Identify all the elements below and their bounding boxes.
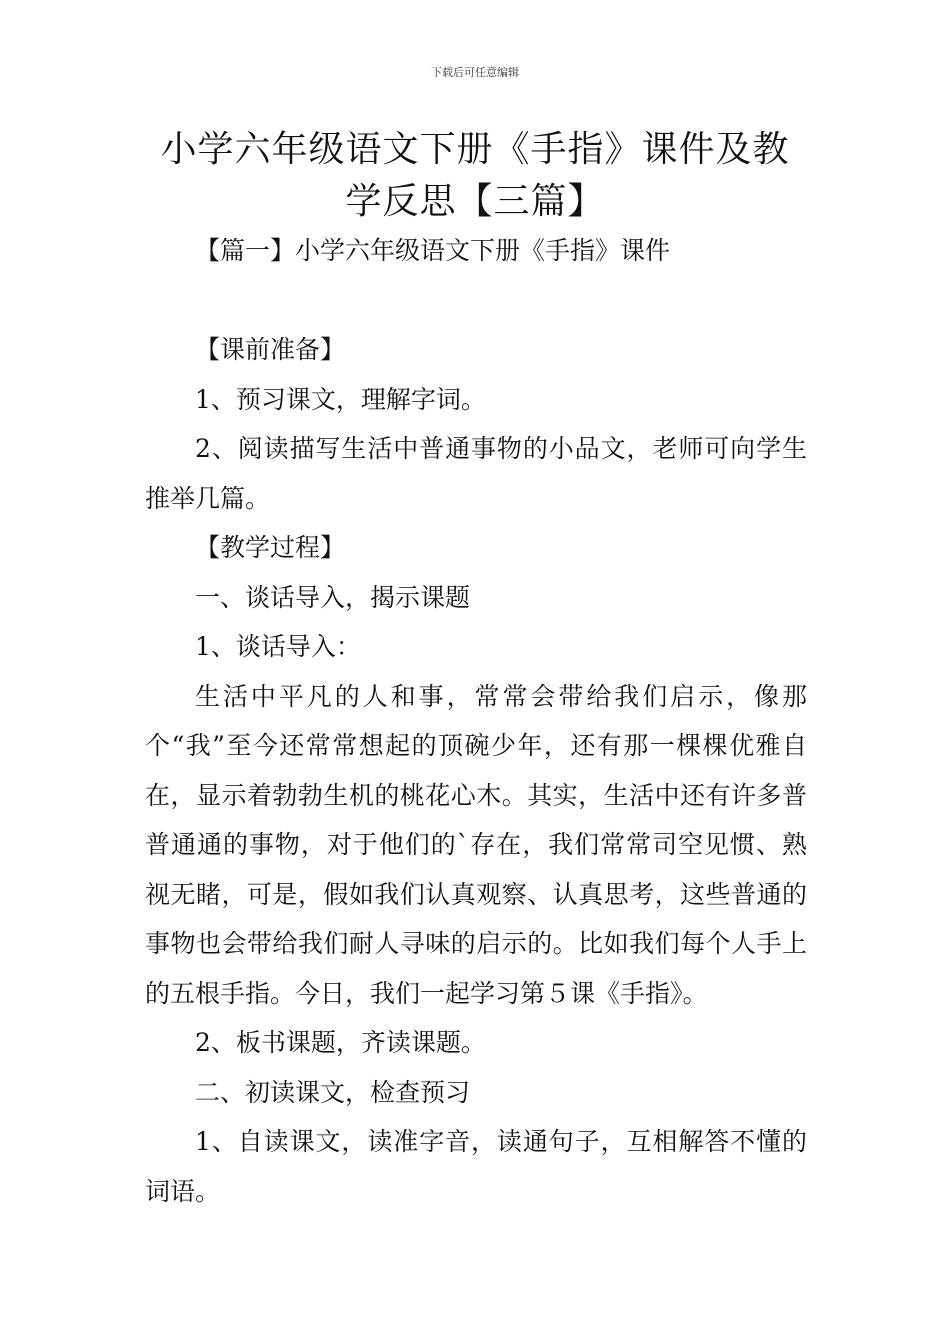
paragraph-process-heading: 【教学过程】 bbox=[195, 533, 346, 562]
document-body bbox=[145, 226, 807, 1216]
paragraph-prep-heading: 【课前准备】 bbox=[195, 335, 346, 364]
paragraph: 1、谈话导入： bbox=[195, 632, 361, 661]
paragraph: 1、自读课文，读准字音，读通句子，互相解答不懂的词语。 bbox=[145, 1127, 807, 1206]
document-title: 小学六年级语文下册《手指》课件及教学反思【三篇】 bbox=[160, 129, 790, 222]
paragraph: 二、初读课文，检查预习 bbox=[195, 1077, 471, 1107]
blank-line bbox=[145, 276, 807, 326]
paragraph: 2、板书课题，齐读课题。 bbox=[195, 1028, 486, 1057]
paragraph: 一、谈话导入，揭示课题 bbox=[195, 582, 471, 612]
header-note: 下载后可任意编辑 bbox=[431, 66, 519, 79]
section-heading: 【篇一】小学六年级语文下册《手指》课件 bbox=[195, 236, 671, 265]
paragraph: 2、阅读描写生活中普通事物的小品文，老师可向学生推举几篇。 bbox=[145, 434, 807, 513]
paragraph: 生活中平凡的人和事，常常会带给我们启示，像那个“我”至今还常常想起的顶碗少年，还有那一棵棵优雅自在，显示着勃勃生机的桃花心木。其实，生活中还有许多普普通通的事物，对于他们的`存在，我们常常司空见惯、熟视无睹，可是，假如我们认真观察、认真思考，这些普通的事物也会带给我们耐人寻味的启示的。比如我们每个人手上的五根手指。今日，我们一起学习第５课《手指》。 bbox=[145, 681, 807, 1008]
paragraph: 1、预习课文，理解字词。 bbox=[195, 384, 486, 414]
